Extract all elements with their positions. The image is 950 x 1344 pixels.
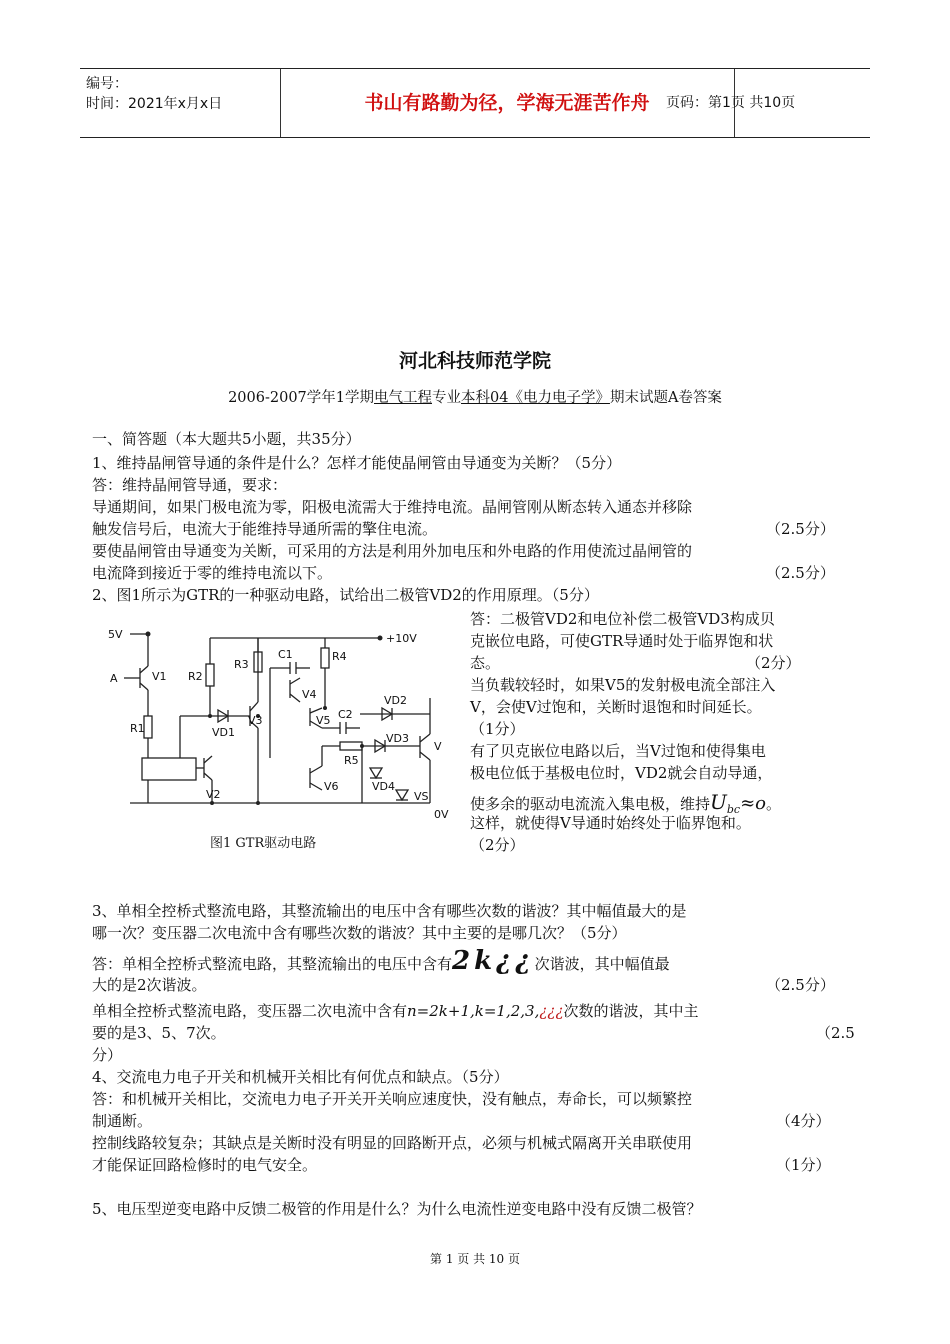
- q2-question: 2、图1所示为GTR的一种驱动电路，试给出二极管VD2的作用原理。（5分）: [92, 586, 599, 604]
- fig-label: 5V: [108, 628, 123, 641]
- q3-question: 3、单相全控桥式整流电路，其整流输出的电压中含有哪些次数的谐波？其中幅值最大的是: [92, 902, 687, 920]
- score-mark: 分）: [92, 1046, 123, 1064]
- fig-label: R3: [234, 658, 249, 671]
- q1-answer-line: 导通期间，如果门极电流为零，阳极电流需大于维持电流。晶闸管刚从断态转入通态并移除: [92, 498, 693, 516]
- fig-label: VD2: [384, 694, 407, 707]
- q2-answer-line: 有了贝克嵌位电路以后，当V过饱和使得集电: [470, 742, 766, 760]
- q3-answer-line: 答：单相全控桥式整流电路，其整流输出的电压中含有2k¿¿次谐波，其中幅值最: [92, 946, 670, 976]
- score-mark: （2.5分）: [766, 564, 835, 582]
- q2-answer-line: 这样，就使得V导通时始终处于临界饱和。: [470, 814, 751, 832]
- fig-label: VD4: [372, 780, 395, 793]
- header-left-cell: [80, 69, 281, 137]
- motto: 书山有路勤为径，学海无涯苦作舟: [280, 69, 735, 137]
- q1-answer-line: 答：维持晶闸管导通，要求：: [92, 476, 288, 494]
- fig-label: A: [110, 672, 118, 685]
- score-mark: （2.5: [816, 1024, 855, 1042]
- score-mark: （2.5分）: [766, 520, 835, 538]
- q1-answer-line: 电流降到接近于零的维持电流以下。: [92, 564, 333, 582]
- score-mark: （2.5分）: [766, 976, 835, 994]
- q5-question: 5、电压型逆变电路中反馈二极管的作用是什么？为什么电流性逆变电路中没有反馈二极管？: [92, 1200, 702, 1218]
- q2-answer-line: 极电位低于基极电位时，VD2就会自动导通，: [470, 764, 773, 782]
- q4-answer-line: 才能保证回路检修时的电气安全。: [92, 1156, 318, 1174]
- gtr-drive-circuit-figure: [100, 618, 450, 828]
- q2-answer-line: 态。: [470, 654, 501, 672]
- page-subtitle: 2006-2007学年1学期电气工程专业本科04《电力电子学》期末试题A卷答案: [228, 390, 722, 406]
- fig-label: R1: [130, 722, 145, 735]
- q4-answer-line: 制通断。: [92, 1112, 153, 1130]
- document-header: [80, 68, 870, 138]
- fig-label: R2: [188, 670, 203, 683]
- section-heading: 一、简答题（本大题共5小题，共35分）: [92, 430, 361, 448]
- fig-label: V2: [206, 788, 221, 801]
- q4-answer-line: 控制线路较复杂；其缺点是关断时没有明显的回路断开点，必须与机械式隔离开关串联使用: [92, 1134, 693, 1152]
- q2-answer-line: 克嵌位电路，可使GTR导通时处于临界饱和状: [470, 632, 774, 650]
- fig-label: V1: [152, 670, 167, 683]
- fig-label: V4: [302, 688, 317, 701]
- fig-label: R4: [332, 650, 347, 663]
- q1-answer-line: 要使晶闸管由导通变为关断，可采用的方法是利用外加电压和外电路的作用使流过晶闸管的: [92, 542, 693, 560]
- fig-label: V5: [316, 714, 331, 727]
- q1-answer-line: 触发信号后，电流大于能维持导通所需的擎住电流。: [92, 520, 438, 538]
- fig-label: +10V: [386, 632, 417, 645]
- time-label: 时间：2021年x月x日: [86, 96, 223, 112]
- page-footer: 第 1 页 共 10 页: [430, 1252, 520, 1266]
- fig-label: R5: [344, 754, 359, 767]
- fig-label: VD3: [386, 732, 409, 745]
- q2-answer-line: 使多余的驱动电流流入集电极，维持$U_{bc}\approx o$。: [470, 790, 782, 816]
- q3-question: 哪一次？变压器二次电流中含有哪些次数的谐波？其中主要的是哪几次？（5分）: [92, 924, 627, 942]
- q1-question: 1、维持晶闸管导通的条件是什么？怎样才能使晶闸管由导通变为关断？（5分）: [92, 454, 622, 472]
- fig-label: V6: [324, 780, 339, 793]
- fig-label: V: [434, 740, 442, 753]
- fig-label: VD1: [212, 726, 235, 739]
- q2-answer-line: V，会使V过饱和，关断时退饱和时间延长。: [470, 698, 762, 716]
- score-mark: （4分）: [776, 1112, 831, 1130]
- fig-label: V3: [248, 714, 263, 727]
- fig-label: 0V: [434, 808, 449, 821]
- score-mark: （1分）: [470, 720, 525, 738]
- q3-answer-line: 单相全控桥式整流电路，变压器二次电流中含有n=2k+1,k=1,2,3,¿¿¿次数的谐波，其中主: [92, 1002, 699, 1020]
- fig-label: C2: [338, 708, 353, 721]
- fig-label: C1: [278, 648, 293, 661]
- fig-label: VS: [414, 790, 429, 803]
- q4-answer-line: 答：和机械开关相比，交流电力电子开关开关响应速度快，没有触点，寿命长，可以频繁控: [92, 1090, 693, 1108]
- figure-caption: 图1 GTR驱动电路: [210, 836, 317, 851]
- score-mark: （2分）: [746, 654, 801, 672]
- page-info: 页码：第1页 共10页: [666, 95, 796, 111]
- q2-answer-line: 答：二极管VD2和电位补偿二极管VD3构成贝: [470, 610, 775, 628]
- score-mark: （2分）: [470, 836, 525, 854]
- q4-question: 4、交流电力电子开关和机械开关相比有何优点和缺点。（5分）: [92, 1068, 509, 1086]
- q3-answer-line: 要的是3、5、7次。: [92, 1024, 226, 1042]
- page-title: 河北科技师范学院: [398, 350, 551, 372]
- q3-answer-line: 大的是2次谐波。: [92, 976, 207, 994]
- score-mark: （1分）: [776, 1156, 831, 1174]
- q2-answer-line: 当负载较轻时，如果V5的发射极电流全部注入: [470, 676, 776, 694]
- number-label: 编号：: [86, 76, 128, 92]
